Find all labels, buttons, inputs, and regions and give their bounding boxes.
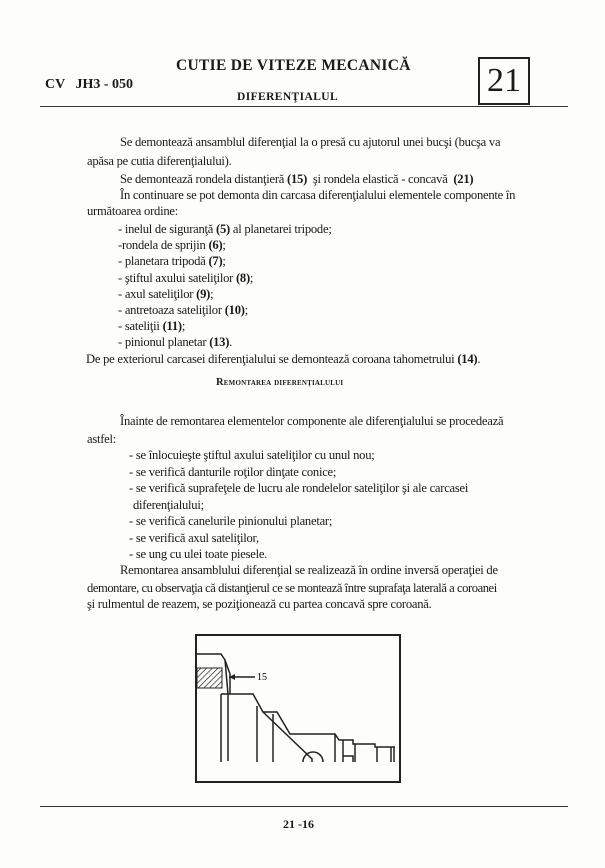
part-reference: (13) [209, 335, 230, 350]
list-item: - se ung cu ulei toate piesele. [129, 547, 268, 561]
paragraph-line: demontare, cu observaţia că distanţierul ce se montează între suprafaţa laterală a coroanei [87, 581, 497, 595]
differential-figure [195, 634, 401, 784]
list-item-text: - axul sateliţilor [118, 286, 197, 301]
list-item [118, 222, 332, 237]
section-subtitle: DIFERENŢIALUL [237, 91, 339, 103]
paragraph-line: următoarea ordine: [87, 204, 178, 218]
list-item-text: ; [181, 319, 186, 334]
part-reference: (10) [224, 303, 245, 317]
paragraph-line: şi rulmentul de reazem, se poziţionează cu partea concavă spre coroană. [87, 597, 432, 611]
list-item-text: - ştiftul axului sateliţilor [118, 270, 236, 285]
part-reference: (11) [162, 319, 182, 334]
list-item-text: ; [222, 238, 226, 253]
paragraph-line: De pe exteriorul carcasei diferenţialului se demontează coroana tahometrului (14). [86, 352, 481, 366]
list-item: - se verifică axul sateliţilor, [129, 530, 259, 545]
paragraph-line: În continuare se pot demonta din carcasa diferenţialului elementele componente în [120, 188, 516, 202]
figure-callout-15: 15 [257, 672, 267, 683]
part-reference: (6) [208, 238, 223, 253]
list-item [118, 319, 185, 334]
list-item-text: - sateliţii [118, 319, 163, 334]
list-item: diferenţialului; [133, 497, 204, 512]
chapter-number-box: 21 [478, 57, 530, 105]
list-item [118, 303, 248, 318]
model-code: CV JH3 - 050 [45, 77, 134, 92]
paragraph-line: astfel: [87, 432, 117, 446]
list-item: - se verifică suprafeţele de lucru ale rondelelor sateliţilor şi ale carcasei [129, 481, 469, 495]
footer-rule [40, 806, 568, 807]
list-item [118, 254, 226, 269]
list-item: - se verifică canelurile pinionului planetar; [129, 514, 333, 528]
part-reference: (7) [208, 254, 223, 269]
list-item [118, 287, 213, 302]
document-title: CUTIE DE VITEZE MECANICĂ [176, 57, 411, 74]
part-reference: (5) [216, 222, 230, 236]
list-item-text: -rondela de sprijin [118, 238, 209, 253]
part-reference: (8) [235, 270, 250, 285]
list-item-text: ; [249, 270, 254, 285]
list-item [118, 271, 253, 286]
part-reference: (9) [196, 286, 211, 301]
list-item: - se verifică danturile roţilor dinţate conice; [129, 464, 337, 479]
list-item: - se înlocuieşte ştiftul axului sateliţilor cu unul nou; [129, 448, 375, 462]
section-heading: Remontarea diferenţialului [216, 377, 344, 388]
list-item [118, 335, 232, 350]
list-item-text: - inelul de siguranţă [118, 222, 217, 236]
paragraph-line: apăsa pe cutia diferenţialului). [87, 154, 232, 168]
paragraph-line: Remontarea ansamblului diferenţial se realizează în ordine inversă operaţiei de [120, 563, 498, 577]
list-item-text: al planetarei tripode; [229, 222, 332, 236]
list-item-text: - planetara tripodă [118, 254, 209, 269]
paragraph-line: Înainte de remontarea elementelor componente ale diferenţialului se procedează [120, 414, 504, 428]
header-rule [40, 106, 568, 107]
list-item-text: ; [222, 254, 226, 269]
list-item-text: . [229, 335, 233, 350]
list-item-text: - pinionul planetar [118, 335, 210, 350]
list-item [118, 238, 226, 253]
list-item-text: ; [210, 286, 214, 301]
list-item-text: ; [244, 303, 248, 317]
list-item-text: - antretoaza sateliţilor [118, 303, 225, 317]
paragraph-line: Se demontează ansamblul diferenţial la o presă cu ajutorul unei bucşi (bucşa va [120, 135, 501, 149]
page-number: 21 -16 [283, 817, 314, 831]
paragraph-line: Se demontează rondela distanţieră (15) şi rondela elastică - concavă (21) [120, 172, 474, 186]
